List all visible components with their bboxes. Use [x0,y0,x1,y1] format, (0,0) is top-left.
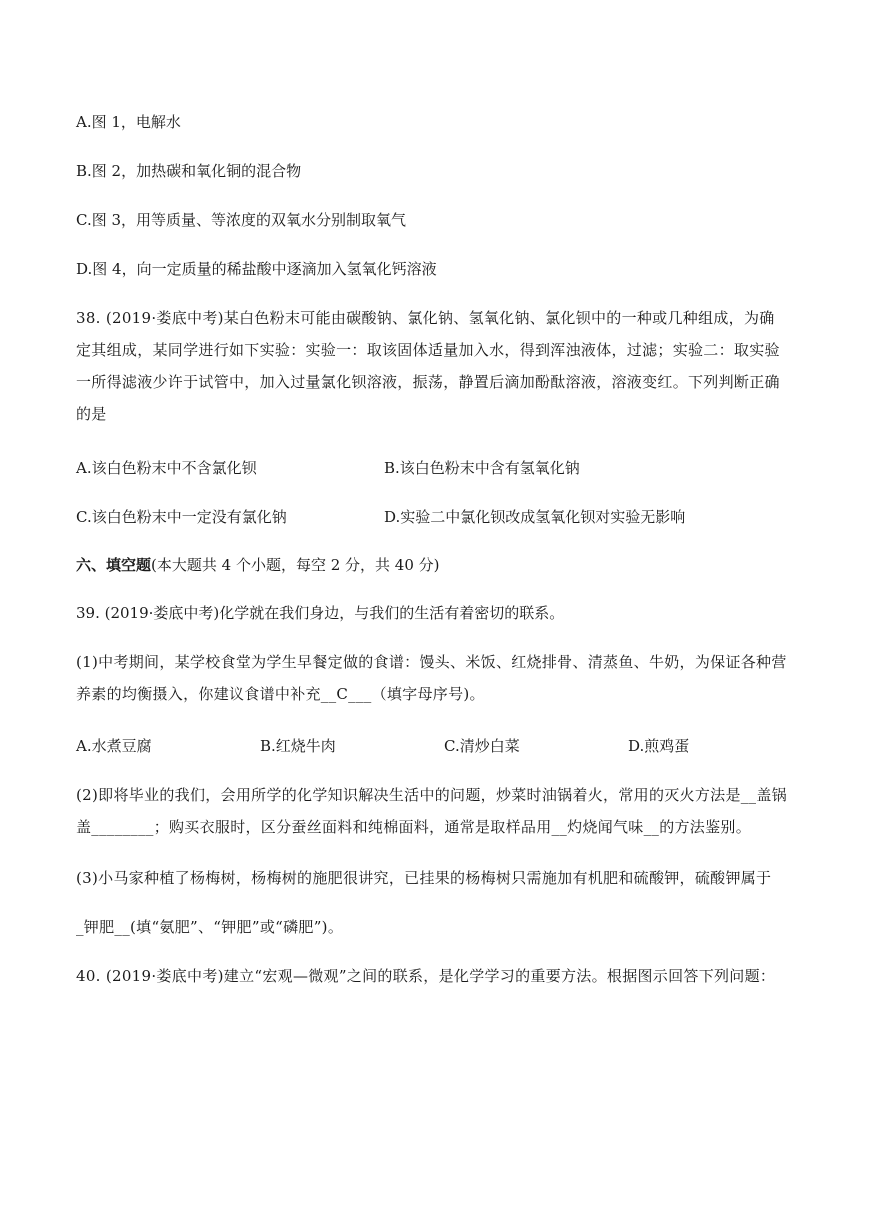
q39-part2-line-2: 盖________；购买衣服时，区分蚕丝面料和纯棉面料，通常是取样品用__灼烧闻气味__的方法鉴别。 [76,818,752,836]
q38-option-d: D.实验二中氯化钡改成氢氧化钡对实验无影响 [384,508,686,526]
section-6-heading-line [76,555,809,575]
q39-part3-line-2: _钾肥__(填“氨肥”、“钾肥”或“磷肥”)。 [76,918,344,936]
q37-option-d: D.图 4，向一定质量的稀盐酸中逐滴加入氢氧化钙溶液 [76,260,437,278]
q38-option-b: B.该白色粉末中含有氢氧化钠 [384,459,580,477]
q37-option-c: C.图 3，用等质量、等浓度的双氧水分别制取氧气 [76,211,407,229]
q38-text-line-3: 一所得滤液少许于试管中，加入过量氯化钡溶液，振荡，静置后滴加酚酞溶液，溶液变红。下列判断正确 [76,373,780,391]
q39-part1-option-b: B.红烧牛肉 [260,737,336,755]
q38-text-line-4: 的是 [76,405,107,423]
section-6-heading: 六、填空题 [76,556,152,574]
q39-part2-line-1: (2)即将毕业的我们，会用所学的化学知识解决生活中的问题，炒菜时油锅着火，常用的灭火方法是__盖锅 [76,786,787,804]
q38-option-a: A.该白色粉末中不含氯化钡 [76,459,257,477]
q38-text-line-2: 定其组成，某同学进行如下实验：实验一：取该固体适量加入水，得到浑浊液体，过滤；实验二：取实验 [76,341,780,359]
q39-part3-line-1: (3)小马家种植了杨梅树，杨梅树的施肥很讲究，已挂果的杨梅树只需施加有机肥和硫酸钾，硫酸钾属于 [76,869,772,887]
q39-part1-option-a: A.水煮豆腐 [76,737,152,755]
q37-option-b: B.图 2，加热碳和氧化铜的混合物 [76,162,302,180]
q39-part1-line-1: (1)中考期间，某学校食堂为学生早餐定做的食谱：馒头、米饭、红烧排骨、清蒸鱼、牛奶，为保证各种营 [76,653,787,671]
q39-part1-option-d: D.煎鸡蛋 [628,737,690,755]
q39-intro: 39. (2019·娄底中考)化学就在我们身边，与我们的生活有着密切的联系。 [76,604,565,622]
q38-text-line-1: 38. (2019·娄底中考)某白色粉末可能由碳酸钠、氯化钠、氢氧化钠、氯化钡中的一种或几种组成，为确 [76,309,775,327]
q40-intro: 40. (2019·娄底中考)建立“宏观—微观”之间的联系，是化学学习的重要方法。根据图示回答下列问题： [76,967,776,985]
q38-option-c: C.该白色粉末中一定没有氯化钠 [76,508,287,526]
section-6-note: (本大题共 4 个小题，每空 2 分，共 40 分) [151,556,440,574]
q37-option-a: A.图 1，电解水 [76,113,181,131]
q39-part1-line-2: 养素的均衡摄入，你建议食谱中补充__C___（填字母序号)。 [76,685,485,703]
q39-part1-option-c: C.清炒白菜 [444,737,520,755]
